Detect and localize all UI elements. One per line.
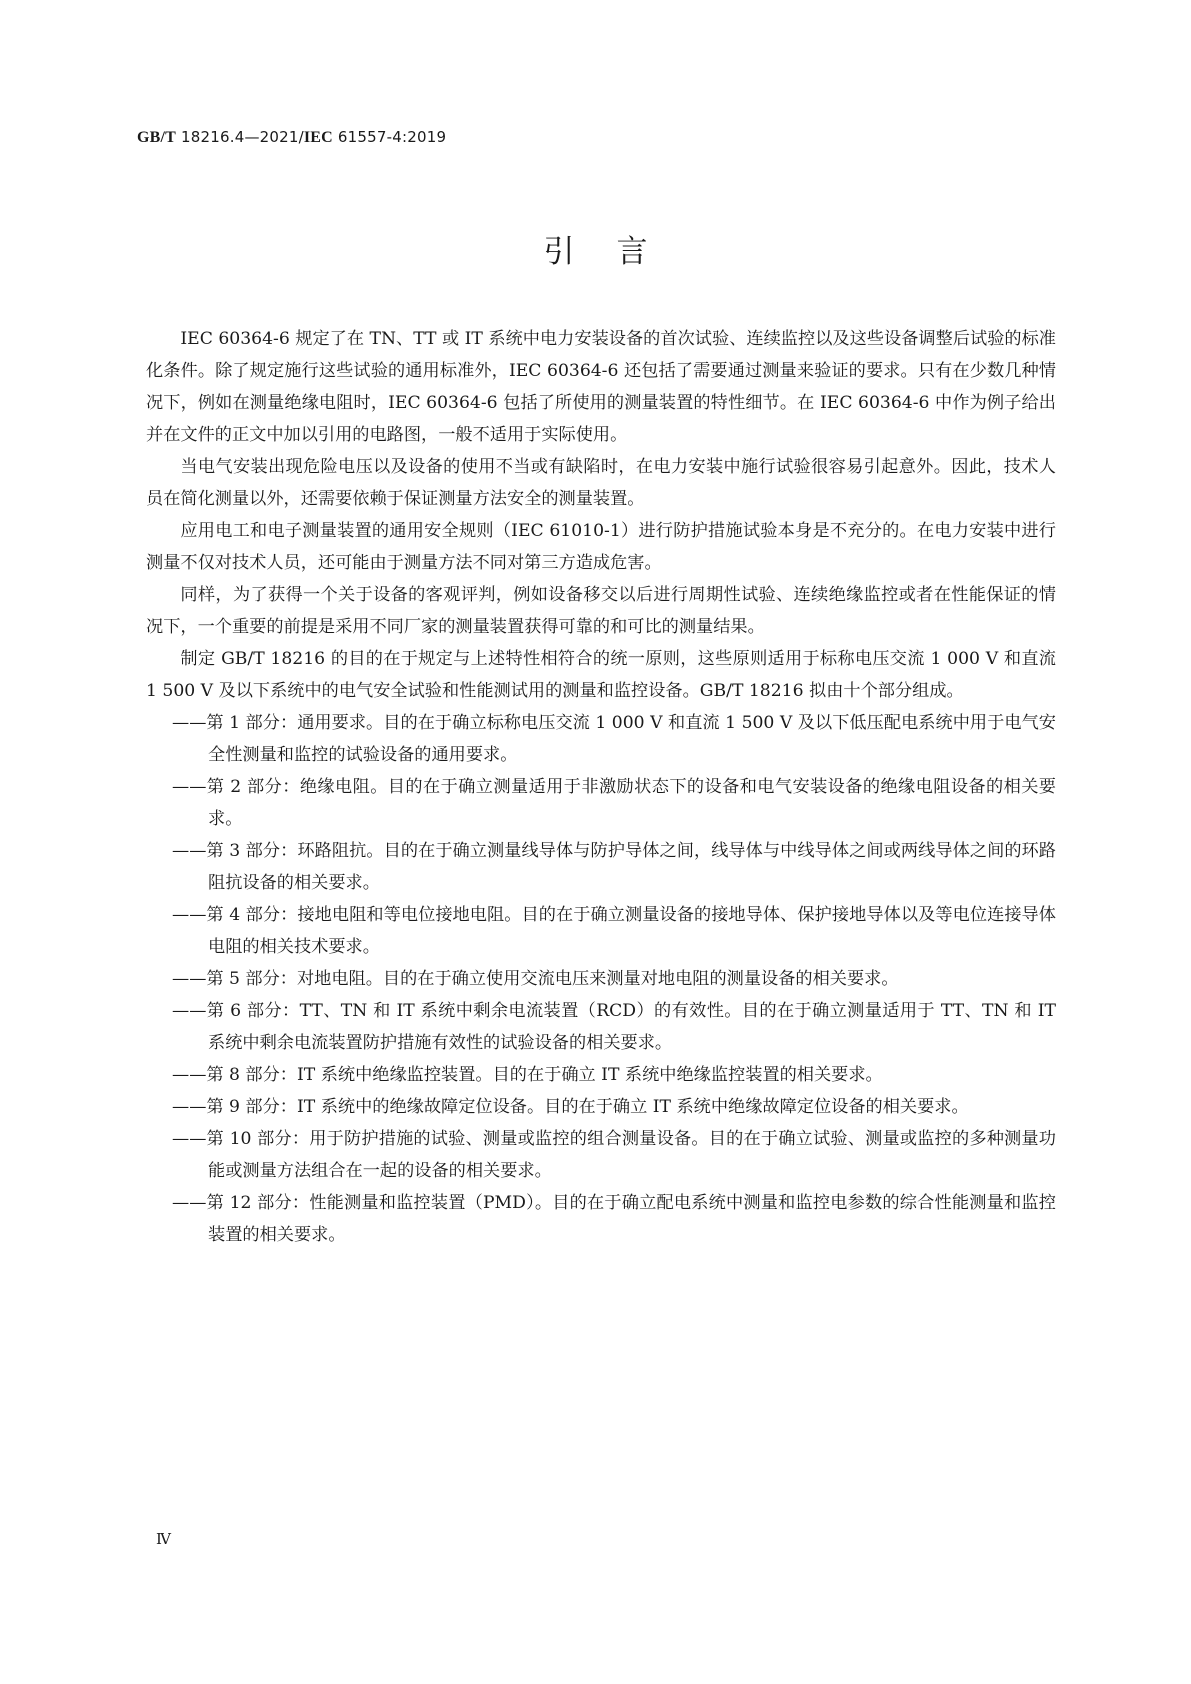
paragraph: 应用电工和电子测量装置的通用安全规则（IEC 61010-1）进行防护措施试验本身是不充分的。在电力安装中进行测量不仅对技术人员，还可能由于测量方法不同对第三方造成危害。 xyxy=(146,521,1056,573)
paragraph: 当电气安装出现危险电压以及设备的使用不当或有缺陷时，在电力安装中施行试验很容易引起意外。因此，技术人员在简化测量以外，还需要依赖于保证测量方法安全的测量装置。 xyxy=(146,457,1056,509)
list-item: ——第 5 部分：对地电阻。目的在于确立使用交流电压来测量对地电阻的测量设备的相关要求。 xyxy=(172,969,899,989)
list-item: ——第 8 部分：IT 系统中绝缘监控装置。目的在于确立 IT 系统中绝缘监控装置的相关要求。 xyxy=(172,1065,883,1085)
list-item: ——第 10 部分：用于防护措施的试验、测量或监控的组合测量设备。目的在于确立试验、测量或监控的多种测量功能或测量方法组合在一起的设备的相关要求。 xyxy=(172,1129,1056,1181)
paragraph: IEC 60364-6 规定了在 TN、TT 或 IT 系统中电力安装设备的首次试验、连续监控以及这些设备调整后试验的标准化条件。除了规定施行这些试验的通用标准外，IEC 60364-6 还包括了需要通过测量来验证的要求。只有在少数几种情况下，例如在测量绝缘电阻时，IEC 60364-6 包括了所使用的测量装置的特性细节。在 IEC 60364-6 中作为例子给出并在文件的正文中加以引用的电路图，一般不适用于实际使用。 xyxy=(146,329,1056,445)
iec-number: 61557-4:2019 xyxy=(337,128,447,146)
document-body xyxy=(146,323,1056,1251)
gbt-number: 18216.4—2021/ xyxy=(181,128,304,146)
list-item: ——第 1 部分：通用要求。目的在于确立标称电压交流 1 000 V 和直流 1 500 V 及以下低压配电系统中用于电气安全性测量和监控的试验设备的通用要求。 xyxy=(172,713,1056,765)
gbt-prefix: GB/T xyxy=(137,129,177,146)
page-number: Ⅳ xyxy=(156,1530,171,1548)
list-item: ——第 6 部分：TT、TN 和 IT 系统中剩余电流装置（RCD）的有效性。目的在于确立测量适用于 TT、TN 和 IT 系统中剩余电流装置防护措施有效性的试验设备的相关要求。 xyxy=(172,1001,1056,1053)
list-item: ——第 4 部分：接地电阻和等电位接地电阻。目的在于确立测量设备的接地导体、保护接地导体以及等电位连接导体电阻的相关技术要求。 xyxy=(172,905,1056,957)
list-item: ——第 2 部分：绝缘电阻。目的在于确立测量适用于非激励状态下的设备和电气安装设备的绝缘电阻设备的相关要求。 xyxy=(172,777,1056,829)
iec-prefix: IEC xyxy=(303,129,333,146)
page-title: 引言 xyxy=(543,234,690,270)
standard-number-header xyxy=(137,128,446,147)
parts-list xyxy=(146,707,1056,1251)
list-item: ——第 3 部分：环路阻抗。目的在于确立测量线导体与防护导体之间，线导体与中线导体之间或两线导体之间的环路阻抗设备的相关要求。 xyxy=(172,841,1056,893)
paragraph: 同样，为了获得一个关于设备的客观评判，例如设备移交以后进行周期性试验、连续绝缘监控或者在性能保证的情况下，一个重要的前提是采用不同厂家的测量装置获得可靠的和可比的测量结果。 xyxy=(146,585,1056,637)
paragraph: 制定 GB/T 18216 的目的在于规定与上述特性相符合的统一原则，这些原则适用于标称电压交流 1 000 V 和直流 1 500 V 及以下系统中的电气安全试验和性能测试用的测量和监控设备。GB/T 18216 拟由十个部分组成。 xyxy=(146,649,1056,701)
list-item: ——第 12 部分：性能测量和监控装置（PMD）。目的在于确立配电系统中测量和监控电参数的综合性能测量和监控装置的相关要求。 xyxy=(172,1193,1056,1245)
list-item: ——第 9 部分：IT 系统中的绝缘故障定位设备。目的在于确立 IT 系统中绝缘故障定位设备的相关要求。 xyxy=(172,1097,969,1117)
